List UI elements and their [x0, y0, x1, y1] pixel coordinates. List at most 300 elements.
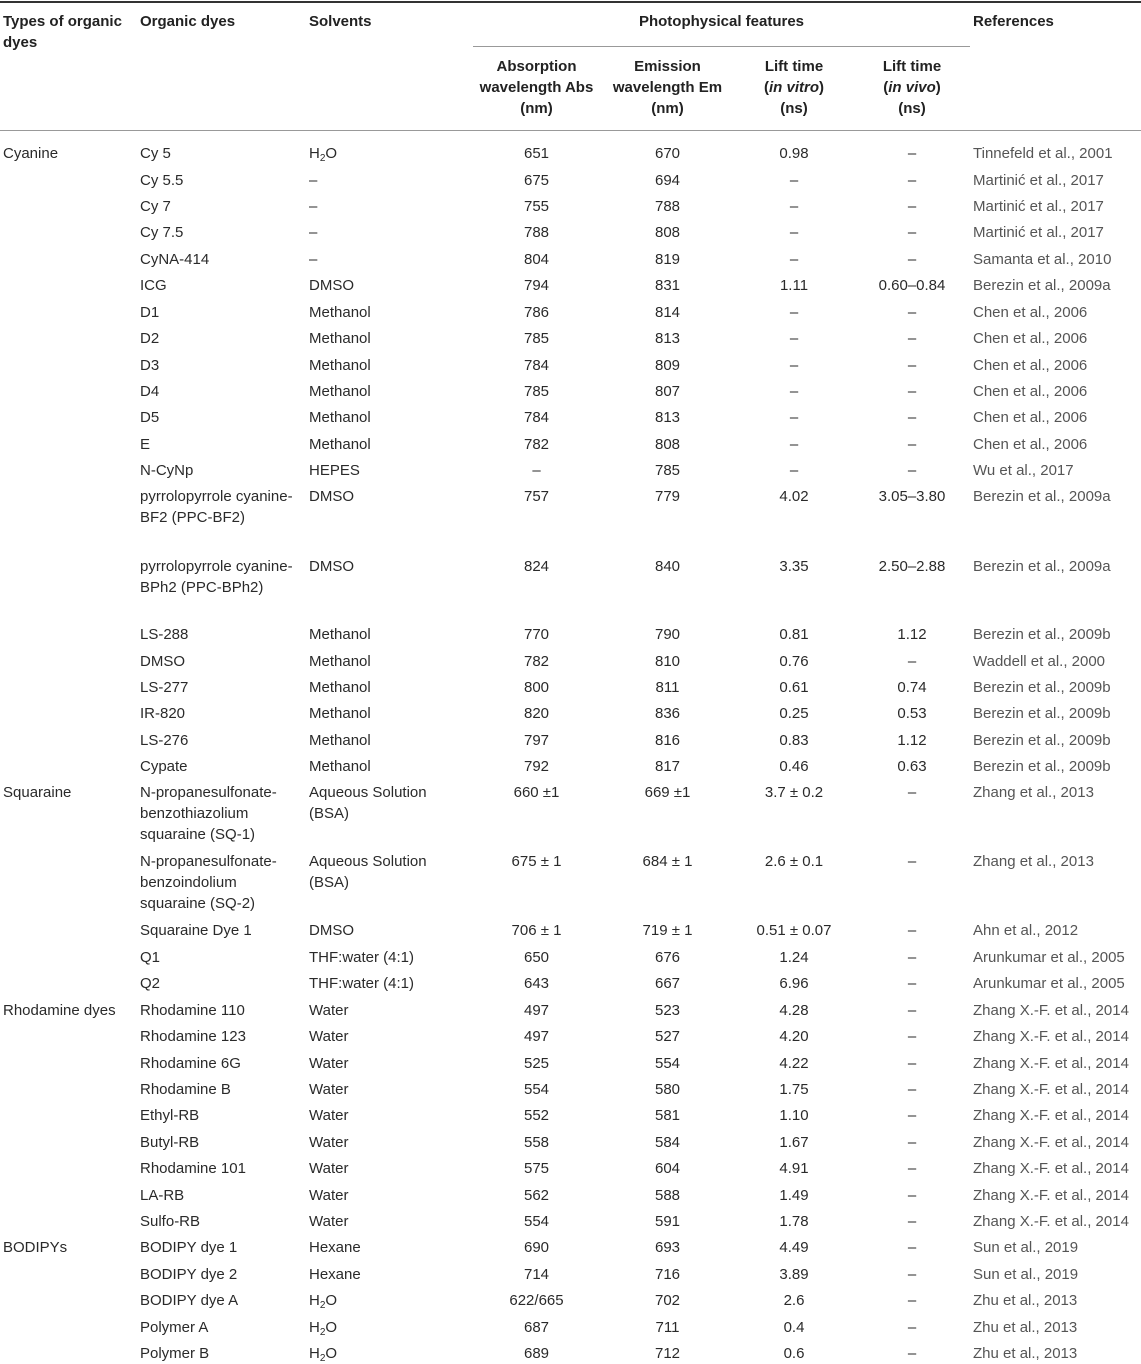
- row-vitro: –: [789, 357, 799, 374]
- row-ref: Martinić et al., 2017: [973, 198, 1104, 215]
- header-abs: Absorption wavelength Abs (nm): [479, 58, 594, 117]
- row-solvent: Water: [309, 1028, 349, 1045]
- row-vitro: –: [789, 251, 799, 268]
- row-vitro: 6.96: [779, 975, 809, 992]
- row-solvent: Water: [309, 1002, 349, 1019]
- row-abs: 797: [523, 732, 550, 749]
- row-ref: Berezin et al., 2009a: [973, 558, 1111, 575]
- header-vitro-line1: Lift time: [764, 58, 824, 75]
- row-vitro: 3.35: [779, 558, 809, 575]
- row-solvent: Methanol: [309, 705, 371, 722]
- row-dye: LS-288: [140, 626, 189, 643]
- row-vitro: 2.6 ± 0.1: [764, 853, 824, 870]
- row-dye: D5: [140, 409, 160, 426]
- row-vivo: –: [907, 1213, 917, 1230]
- header-solvent: Solvents: [309, 13, 372, 30]
- row-abs: 558: [523, 1134, 550, 1151]
- row-solvent: DMSO: [309, 558, 354, 575]
- row-dye: N-CyNp: [140, 462, 194, 479]
- row-solvent: Methanol: [309, 732, 371, 749]
- row-abs: 786: [523, 304, 550, 321]
- row-dye: D4: [140, 383, 160, 400]
- row-em: 813: [654, 409, 681, 426]
- row-dye: pyrrolopyrrole cyanine-BF2 (PPC-BF2): [140, 488, 293, 526]
- row-em: 684 ± 1: [642, 853, 693, 870]
- row-ref: Zhang X.-F. et al., 2014: [973, 1134, 1129, 1151]
- row-ref: Zhang X.-F. et al., 2014: [973, 1081, 1129, 1098]
- row-ref: Berezin et al., 2009b: [973, 732, 1111, 749]
- row-abs: 660 ±1: [513, 784, 560, 801]
- row-em: 712: [654, 1345, 681, 1362]
- row-vivo: 0.60–0.84: [878, 277, 946, 294]
- row-solvent: –: [309, 224, 318, 241]
- row-ref: Waddell et al., 2000: [973, 653, 1106, 670]
- row-ref: Sun et al., 2019: [973, 1239, 1079, 1256]
- row-vitro: 3.89: [779, 1266, 809, 1283]
- row-abs: 562: [523, 1187, 550, 1204]
- row-vivo: –: [907, 1028, 917, 1045]
- row-em: 694: [654, 172, 681, 189]
- row-type: Squaraine: [3, 784, 72, 801]
- row-em: 588: [654, 1187, 681, 1204]
- row-ref: Zhang X.-F. et al., 2014: [973, 1213, 1129, 1230]
- row-solvent: –: [309, 172, 318, 189]
- row-abs: 804: [523, 251, 550, 268]
- row-dye: ICG: [140, 277, 167, 294]
- row-vivo: –: [907, 198, 917, 215]
- header-vivo-line2: (in vivo): [883, 79, 941, 96]
- row-em: 523: [654, 1002, 681, 1019]
- row-abs: 820: [523, 705, 550, 722]
- row-vitro: 0.25: [779, 705, 809, 722]
- row-dye: Rhodamine 123: [140, 1028, 246, 1045]
- row-vitro: 1.75: [779, 1081, 809, 1098]
- header-group: Photophysical features: [638, 13, 805, 30]
- row-abs: 643: [523, 975, 550, 992]
- row-ref: Zhang X.-F. et al., 2014: [973, 1002, 1129, 1019]
- row-dye: Polymer A: [140, 1319, 209, 1336]
- row-dye: N-propanesulfonate-benzoindolium squaraine (SQ-2): [140, 853, 277, 912]
- row-dye: N-propanesulfonate-benzothiazolium squaraine (SQ-1): [140, 784, 277, 843]
- row-vivo: –: [907, 1055, 917, 1072]
- row-em: 831: [654, 277, 681, 294]
- row-vivo: –: [907, 975, 917, 992]
- row-vitro: 0.46: [779, 758, 809, 775]
- header-vivo: [853, 56, 971, 119]
- row-abs: 497: [523, 1028, 550, 1045]
- row-em: 807: [654, 383, 681, 400]
- row-em: 702: [654, 1292, 681, 1309]
- row-vivo: –: [907, 1134, 917, 1151]
- row-ref: Chen et al., 2006: [973, 357, 1088, 374]
- row-em: 810: [654, 653, 681, 670]
- header-vitro-line3: (ns): [780, 100, 808, 117]
- row-vivo: –: [907, 224, 917, 241]
- row-vitro: 3.7 ± 0.2: [764, 784, 824, 801]
- row-vitro: 0.4: [783, 1319, 805, 1336]
- row-em: 716: [654, 1266, 681, 1283]
- header-vitro-line2: (in vitro): [763, 79, 824, 96]
- row-abs: 525: [523, 1055, 550, 1072]
- row-em: 788: [654, 198, 681, 215]
- row-vivo: –: [907, 653, 917, 670]
- row-abs: 714: [523, 1266, 550, 1283]
- row-em: 816: [654, 732, 681, 749]
- row-vivo: 2.50–2.88: [878, 558, 946, 575]
- row-em: 711: [655, 1319, 680, 1336]
- row-solvent: Methanol: [309, 436, 371, 453]
- row-abs: 782: [523, 436, 550, 453]
- row-vitro: 1.49: [779, 1187, 809, 1204]
- row-dye: BODIPY dye 2: [140, 1266, 238, 1283]
- row-ref: Chen et al., 2006: [973, 409, 1088, 426]
- row-dye: Rhodamine B: [140, 1081, 231, 1098]
- row-abs: 706 ± 1: [511, 922, 562, 939]
- row-abs: 770: [523, 626, 550, 643]
- row-vivo: 1.12: [897, 626, 927, 643]
- row-solvent: Water: [309, 1081, 349, 1098]
- row-dye: CyNA-414: [140, 251, 210, 268]
- row-vivo: –: [907, 1187, 917, 1204]
- header-type: Types of organic dyes: [3, 13, 122, 51]
- row-em: 836: [654, 705, 681, 722]
- row-vivo: –: [907, 409, 917, 426]
- row-em: 811: [655, 679, 680, 696]
- row-solvent: $H_2O$: [309, 1345, 338, 1364]
- table-top-rule: [0, 1, 1141, 3]
- row-ref: Martinić et al., 2017: [973, 224, 1104, 241]
- row-vivo: –: [907, 357, 917, 374]
- row-vivo: –: [907, 304, 917, 321]
- row-abs: 622/665: [509, 1292, 564, 1309]
- row-ref: Arunkumar et al., 2005: [973, 949, 1125, 966]
- row-vivo: –: [907, 1239, 917, 1256]
- row-vitro: 2.6: [783, 1292, 805, 1309]
- row-ref: Berezin et al., 2009a: [973, 488, 1111, 505]
- row-ref: Chen et al., 2006: [973, 436, 1088, 453]
- header-ref: References: [973, 13, 1054, 30]
- row-solvent: THF:water (4:1): [309, 949, 415, 966]
- row-abs: 575: [523, 1160, 550, 1177]
- row-ref: Zhang X.-F. et al., 2014: [973, 1187, 1129, 1204]
- row-ref: Chen et al., 2006: [973, 383, 1088, 400]
- row-em: 667: [654, 975, 681, 992]
- row-dye: Rhodamine 101: [140, 1160, 246, 1177]
- row-solvent: Water: [309, 1107, 349, 1124]
- row-vivo: 3.05–3.80: [878, 488, 946, 505]
- row-vivo: –: [907, 784, 917, 801]
- row-abs: 554: [523, 1081, 550, 1098]
- row-dye: Cy 5: [140, 145, 171, 162]
- row-vitro: –: [789, 224, 799, 241]
- row-vitro: –: [789, 436, 799, 453]
- row-dye: BODIPY dye A: [140, 1292, 239, 1309]
- row-abs: 785: [523, 383, 550, 400]
- header-bottom-rule: [0, 130, 1141, 131]
- row-em: 719 ± 1: [642, 922, 693, 939]
- row-abs: 690: [523, 1239, 550, 1256]
- row-vivo: 0.74: [897, 679, 927, 696]
- row-em: 790: [654, 626, 681, 643]
- row-solvent: Water: [309, 1187, 349, 1204]
- row-em: 693: [654, 1239, 681, 1256]
- row-vivo: –: [907, 251, 917, 268]
- header-dye: Organic dyes: [140, 13, 236, 30]
- row-dye: Butyl-RB: [140, 1134, 200, 1151]
- row-solvent: $H_2O$: [309, 1292, 338, 1311]
- row-vitro: –: [789, 462, 799, 479]
- row-vitro: 4.28: [779, 1002, 809, 1019]
- row-ref: Berezin et al., 2009b: [973, 705, 1111, 722]
- row-em: 813: [654, 330, 681, 347]
- row-ref: Zhu et al., 2013: [973, 1292, 1078, 1309]
- row-ref: Zhang et al., 2013: [973, 853, 1094, 870]
- row-abs: 824: [523, 558, 550, 575]
- row-ref: Chen et al., 2006: [973, 330, 1088, 347]
- group-underline: [473, 46, 970, 47]
- row-vivo: –: [907, 1160, 917, 1177]
- row-vitro: 4.22: [779, 1055, 809, 1072]
- row-abs: 675 ± 1: [511, 853, 562, 870]
- row-dye: Rhodamine 6G: [140, 1055, 241, 1072]
- row-solvent: THF:water (4:1): [309, 975, 415, 992]
- row-em: 581: [654, 1107, 681, 1124]
- row-vitro: 0.81: [779, 626, 809, 643]
- row-ref: Zhu et al., 2013: [973, 1319, 1078, 1336]
- row-ref: Zhang X.-F. et al., 2014: [973, 1055, 1129, 1072]
- row-em: 808: [654, 224, 681, 241]
- row-dye: D2: [140, 330, 160, 347]
- row-em: 840: [654, 558, 681, 575]
- row-solvent: –: [309, 251, 318, 268]
- row-em: 819: [654, 251, 681, 268]
- row-ref: Martinić et al., 2017: [973, 172, 1104, 189]
- row-vivo: –: [907, 1292, 917, 1309]
- row-dye: LS-276: [140, 732, 189, 749]
- row-dye: Ethyl-RB: [140, 1107, 200, 1124]
- row-vitro: 0.98: [779, 145, 809, 162]
- row-dye: pyrrolopyrrole cyanine-BPh2 (PPC-BPh2): [140, 558, 293, 596]
- row-em: 554: [654, 1055, 681, 1072]
- row-dye: Rhodamine 110: [140, 1002, 245, 1019]
- row-solvent: DMSO: [309, 488, 354, 505]
- row-dye: Cy 5.5: [140, 172, 184, 189]
- row-abs: 755: [523, 198, 550, 215]
- row-dye: LS-277: [140, 679, 189, 696]
- row-solvent: –: [309, 198, 318, 215]
- row-abs: 497: [523, 1002, 550, 1019]
- row-solvent: Water: [309, 1213, 349, 1230]
- row-ref: Berezin et al., 2009b: [973, 679, 1111, 696]
- row-vitro: –: [789, 172, 799, 189]
- row-ref: Arunkumar et al., 2005: [973, 975, 1125, 992]
- row-vitro: 4.02: [779, 488, 809, 505]
- header-vitro: [735, 56, 853, 119]
- row-em: 676: [654, 949, 681, 966]
- row-solvent: Aqueous Solution (BSA): [309, 853, 427, 891]
- row-ref: Ahn et al., 2012: [973, 922, 1079, 939]
- row-vitro: 0.51 ± 0.07: [756, 922, 832, 939]
- row-abs: 552: [523, 1107, 550, 1124]
- row-vivo: –: [907, 1266, 917, 1283]
- row-vivo: –: [907, 1319, 917, 1336]
- row-solvent: $H_2O$: [309, 145, 338, 164]
- row-abs: 794: [523, 277, 550, 294]
- row-em: 817: [654, 758, 681, 775]
- row-ref: Zhu et al., 2013: [973, 1345, 1078, 1362]
- row-abs: 800: [523, 679, 550, 696]
- row-ref: Zhang X.-F. et al., 2014: [973, 1160, 1129, 1177]
- row-em: 527: [654, 1028, 681, 1045]
- row-vitro: 4.20: [779, 1028, 809, 1045]
- row-solvent: Water: [309, 1055, 349, 1072]
- row-type: BODIPYs: [3, 1239, 68, 1256]
- row-dye: DMSO: [140, 653, 185, 670]
- row-vitro: 1.67: [779, 1134, 809, 1151]
- row-vitro: 1.24: [779, 949, 809, 966]
- row-dye: Sulfo-RB: [140, 1213, 201, 1230]
- row-vivo: –: [907, 853, 917, 870]
- row-vitro: 0.83: [779, 732, 809, 749]
- row-ref: Wu et al., 2017: [973, 462, 1074, 479]
- row-ref: Berezin et al., 2009a: [973, 277, 1111, 294]
- row-em: 669 ±1: [644, 784, 691, 801]
- row-vivo: –: [907, 145, 917, 162]
- row-dye: Cy 7.5: [140, 224, 184, 241]
- row-solvent: $H_2O$: [309, 1319, 338, 1338]
- row-vivo: 0.53: [897, 705, 927, 722]
- row-dye: E: [140, 436, 151, 453]
- row-solvent: Methanol: [309, 383, 371, 400]
- row-em: 779: [654, 488, 681, 505]
- row-dye: Polymer B: [140, 1345, 210, 1362]
- row-dye: Squaraine Dye 1: [140, 922, 252, 939]
- row-abs: 785: [523, 330, 550, 347]
- row-abs: 792: [523, 758, 550, 775]
- row-vivo: –: [907, 1002, 917, 1019]
- row-em: 809: [654, 357, 681, 374]
- row-vitro: 1.10: [779, 1107, 809, 1124]
- row-vivo: 0.63: [897, 758, 927, 775]
- row-abs: 675: [523, 172, 550, 189]
- row-vitro: 1.78: [779, 1213, 809, 1230]
- row-vivo: –: [907, 1345, 917, 1362]
- row-vitro: 0.61: [779, 679, 809, 696]
- row-ref: Zhang X.-F. et al., 2014: [973, 1028, 1129, 1045]
- row-solvent: Methanol: [309, 626, 371, 643]
- header-vivo-line3: (ns): [898, 100, 926, 117]
- row-vivo: –: [907, 1107, 917, 1124]
- row-em: 584: [654, 1134, 681, 1151]
- row-em: 580: [654, 1081, 681, 1098]
- row-vitro: 4.91: [779, 1160, 809, 1177]
- row-dye: Q2: [140, 975, 161, 992]
- row-solvent: Hexane: [309, 1239, 361, 1256]
- row-em: 591: [654, 1213, 681, 1230]
- row-em: 814: [654, 304, 681, 321]
- row-abs: 554: [523, 1213, 550, 1230]
- row-ref: Samanta et al., 2010: [973, 251, 1112, 268]
- row-solvent: Methanol: [309, 409, 371, 426]
- row-solvent: Methanol: [309, 679, 371, 696]
- row-dye: IR-820: [140, 705, 186, 722]
- row-dye: BODIPY dye 1: [140, 1239, 238, 1256]
- row-em: 604: [654, 1160, 681, 1177]
- row-dye: D3: [140, 357, 160, 374]
- row-abs: 757: [523, 488, 550, 505]
- row-solvent: Aqueous Solution (BSA): [309, 784, 427, 822]
- row-solvent: Water: [309, 1134, 349, 1151]
- row-vivo: 1.12: [897, 732, 927, 749]
- row-dye: Cypate: [140, 758, 188, 775]
- row-vitro: –: [789, 330, 799, 347]
- row-em: 670: [654, 145, 681, 162]
- row-vivo: –: [907, 462, 917, 479]
- row-em: 785: [654, 462, 681, 479]
- row-solvent: HEPES: [309, 462, 360, 479]
- row-vivo: –: [907, 330, 917, 347]
- row-type: Cyanine: [3, 145, 59, 162]
- row-abs: 650: [523, 949, 550, 966]
- row-abs: 784: [523, 357, 550, 374]
- row-dye: Cy 7: [140, 198, 171, 215]
- row-vivo: –: [907, 172, 917, 189]
- row-dye: LA-RB: [140, 1187, 185, 1204]
- row-vitro: –: [789, 383, 799, 400]
- row-type: Rhodamine dyes: [3, 1002, 116, 1019]
- row-vitro: –: [789, 304, 799, 321]
- row-ref: Chen et al., 2006: [973, 304, 1088, 321]
- row-vitro: 0.6: [783, 1345, 805, 1362]
- row-vivo: –: [907, 949, 917, 966]
- row-vivo: –: [907, 436, 917, 453]
- row-abs: 782: [523, 653, 550, 670]
- row-ref: Zhang et al., 2013: [973, 784, 1094, 801]
- row-vitro: 4.49: [779, 1239, 809, 1256]
- header-vivo-line1: Lift time: [882, 58, 942, 75]
- row-ref: Tinnefeld et al., 2001: [973, 145, 1113, 162]
- row-abs: –: [532, 462, 541, 479]
- row-solvent: DMSO: [309, 922, 354, 939]
- row-vitro: –: [789, 198, 799, 215]
- row-abs: 784: [523, 409, 550, 426]
- row-solvent: Methanol: [309, 357, 371, 374]
- row-vitro: 1.11: [779, 277, 809, 294]
- row-vitro: 0.76: [779, 653, 809, 670]
- row-solvent: DMSO: [309, 277, 354, 294]
- row-solvent: Methanol: [309, 304, 371, 321]
- row-solvent: Water: [309, 1160, 349, 1177]
- row-abs: 788: [523, 224, 550, 241]
- row-solvent: Methanol: [309, 330, 371, 347]
- row-solvent: Hexane: [309, 1266, 361, 1283]
- header-em: Emission wavelength Em (nm): [612, 58, 723, 117]
- row-abs: 687: [523, 1319, 550, 1336]
- row-solvent: Methanol: [309, 653, 371, 670]
- row-solvent: Methanol: [309, 758, 371, 775]
- row-dye: D1: [140, 304, 160, 321]
- row-dye: Q1: [140, 949, 161, 966]
- row-abs: 651: [523, 145, 550, 162]
- row-vivo: –: [907, 383, 917, 400]
- row-ref: Sun et al., 2019: [973, 1266, 1079, 1283]
- row-em: 808: [654, 436, 681, 453]
- row-ref: Zhang X.-F. et al., 2014: [973, 1107, 1129, 1124]
- row-abs: 689: [523, 1345, 550, 1362]
- row-vitro: –: [789, 409, 799, 426]
- row-vivo: –: [907, 922, 917, 939]
- row-ref: Berezin et al., 2009b: [973, 758, 1111, 775]
